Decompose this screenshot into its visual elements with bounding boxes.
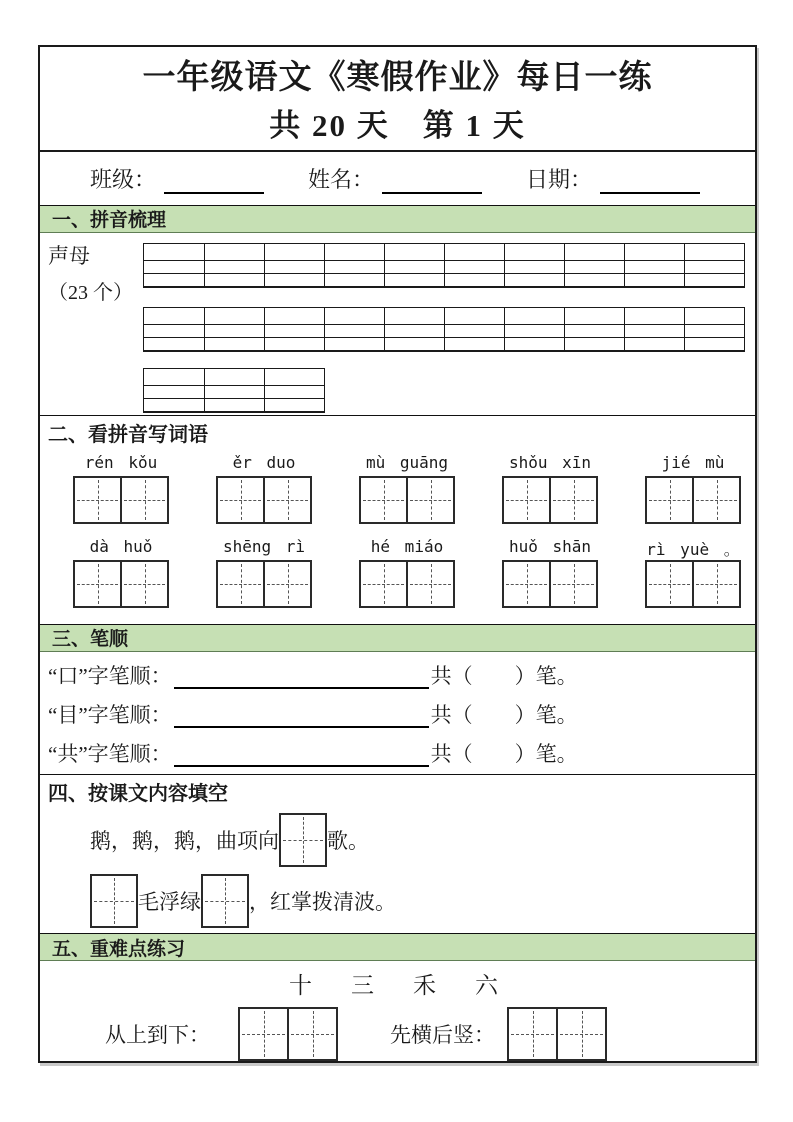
section3-header [40,624,755,652]
grid-cell [556,1009,605,1059]
word-group [216,453,312,524]
character-writing-box [73,476,169,524]
word-group [73,453,169,524]
pinyin-grid-cell [384,244,445,261]
word-group [645,453,741,524]
stroke-order-prompt: “共”字笔顺： [48,742,172,767]
pinyin-grid-cell [504,325,565,338]
pinyin-grid-cell [684,308,745,325]
grid-cell [647,478,692,522]
pinyin-grid-cell [504,244,565,261]
word-group [645,537,741,608]
section5-title: 五、重难点练习 [52,938,186,960]
grid-cell [218,478,263,522]
pinyin-grid-cell [324,244,385,261]
character-writing-box [73,560,169,608]
pinyin-grid-cell [324,325,385,338]
pinyin-grid-cell [684,261,745,274]
pinyin-grid-cell [384,325,445,338]
character-writing-box [502,476,598,524]
pinyin-grid-cell [264,308,325,325]
fill-in-character-box [90,874,138,928]
stroke-order-line-3 [48,734,755,773]
pinyin-grid-cell [324,338,385,351]
grid-cell [647,562,692,606]
grid-cell [406,478,453,522]
word-group [359,453,455,524]
pinyin-grid-cell [444,274,505,287]
pinyin-grid-cell [144,338,205,351]
pinyin-writing-grid-2 [143,307,745,352]
pinyin-grid-cell [264,274,325,287]
pinyin-grid-cell [264,386,325,399]
stroke-order-line-1 [48,656,755,695]
poem-text: 歌。 [327,829,369,854]
character-writing-box [216,560,312,608]
stroke-order-prompt: “目”字笔顺： [48,703,172,728]
section2-header [40,415,755,449]
pinyin-grid-cell [504,308,565,325]
word-group [359,537,455,608]
pinyin-grid-cell [384,308,445,325]
section5-header [40,933,755,961]
stroke-order-blank-line [174,739,429,767]
pinyin-grid-cell [264,325,325,338]
grid-cell [263,478,310,522]
pinyin-grid-cell [384,338,445,351]
section4-body [40,808,755,933]
pinyin-grid-cell [264,369,325,386]
pinyin-grid-cell [624,325,685,338]
section4-header [40,774,755,808]
initials-side-label [40,239,143,416]
grid-cell [120,562,167,606]
initials-label: 声母 [48,243,90,268]
pinyin-grid-cell [144,386,205,399]
section5-body [40,961,755,1061]
pinyin-writing-grid-3 [143,368,325,413]
practice-characters: 十 三 禾 六 [289,973,506,998]
character-writing-box [238,1007,338,1061]
pinyin-grid-cell [564,325,625,338]
word-row-1 [73,453,755,524]
student-info-row [40,152,755,205]
pinyin-grid-cell [684,274,745,287]
fill-blank-line-2 [90,874,755,928]
pinyin-grid-cell [504,338,565,351]
pinyin-grids [143,239,755,416]
pinyin-label: mù guāng [365,453,449,473]
pinyin-grid-cell [564,261,625,274]
grid-cell [240,1009,287,1059]
initials-count-label: （23 个） [48,281,133,304]
pinyin-label: jié mù [661,453,725,473]
pinyin-grid-cell [144,399,205,412]
worksheet-page [38,45,757,1063]
section2-title: 二、看拼音写词语 [48,424,208,447]
pinyin-grid-cell [384,274,445,287]
character-writing-box [507,1007,607,1061]
rule-label-horizontal-first: 先横后竖： [390,1023,495,1047]
date-blank-line [600,170,700,194]
pinyin-grid-cell [564,244,625,261]
pinyin-grid-cell [204,338,265,351]
grid-cell [549,478,596,522]
pinyin-grid-cell [624,244,685,261]
pinyin-grid-cell [264,338,325,351]
pinyin-grid-cell [444,261,505,274]
worksheet-day-subtitle: 共 20 天 第 1 天 [269,108,526,144]
grid-cell [263,562,310,606]
pinyin-grid-cell [204,261,265,274]
grid-cell [203,876,247,926]
pinyin-label: ěr duo [232,453,296,473]
grid-cell [692,562,739,606]
section3-title: 三、笔顺 [52,629,129,651]
character-writing-box [502,560,598,608]
pinyin-grid-cell [504,261,565,274]
pinyin-writing-grid-1 [143,243,745,288]
pinyin-grid-cell [144,308,205,325]
class-field [90,163,308,194]
pinyin-grid-cell [204,308,265,325]
pinyin-label: rén kǒu [84,453,158,473]
section1-body [40,233,755,416]
section1-header [40,205,755,233]
grid-cell [75,562,120,606]
rule-label-top-to-bottom: 从上到下： [105,1023,210,1047]
grid-cell [692,478,739,522]
pinyin-grid-cell [444,325,505,338]
name-field [308,163,526,194]
poem-text: 鹅，鹅，鹅，曲项向 [90,829,279,854]
class-label: 班级： [90,166,157,192]
pinyin-grid-cell [204,325,265,338]
pinyin-grid-cell [324,274,385,287]
stroke-count-prompt: 共（ ）笔。 [430,742,578,767]
stroke-rule-row [40,1007,755,1061]
poem-text: ，红掌拨清波。 [249,890,396,915]
character-writing-box [645,476,741,524]
pinyin-grid-cell [264,399,325,412]
pinyin-grid-cell [144,244,205,261]
pinyin-grid-cell [684,325,745,338]
pinyin-grid-cell [564,338,625,351]
character-writing-box [645,560,741,608]
pinyin-label: rì yuè 。 [646,540,740,560]
grid-cell [509,1009,556,1059]
section3-body [40,652,755,775]
pinyin-grid-cell [264,244,325,261]
fill-blank-line-1 [90,814,755,866]
name-blank-line [382,170,482,194]
grid-cell [406,562,453,606]
grid-cell [361,562,406,606]
character-writing-box [216,476,312,524]
pinyin-grid-cell [324,308,385,325]
fill-in-character-box [279,813,327,867]
stroke-order-line-2 [48,695,755,734]
title-block [40,47,755,152]
pinyin-grid-cell [144,261,205,274]
pinyin-grid-cell [624,274,685,287]
grid-cell [75,478,120,522]
pinyin-label: dà huǒ [89,537,153,557]
section1-title: 一、拼音梳理 [52,210,167,232]
pinyin-grid-cell [204,244,265,261]
character-writing-box [359,560,455,608]
pinyin-grid-cell [384,261,445,274]
pinyin-grid-cell [144,369,205,386]
grid-cell [504,478,549,522]
grid-cell [287,1009,336,1059]
pinyin-grid-cell [444,244,505,261]
pinyin-grid-cell [204,274,265,287]
word-group [216,537,312,608]
section2-body [40,449,755,624]
pinyin-label: huǒ shān [508,537,592,557]
stroke-order-blank-line [174,661,429,689]
grid-cell [218,562,263,606]
word-group [73,537,169,608]
pinyin-grid-cell [564,274,625,287]
date-label: 日期： [526,166,593,192]
date-field [526,163,744,194]
pinyin-grid-cell [684,338,745,351]
section4-title: 四、按课文内容填空 [48,783,228,806]
grid-cell [549,562,596,606]
grid-cell [361,478,406,522]
word-group [502,537,598,608]
stroke-count-prompt: 共（ ）笔。 [430,664,578,689]
fill-in-character-box [201,874,249,928]
class-blank-line [164,170,264,194]
stroke-order-prompt: “口”字笔顺： [48,664,172,689]
pinyin-grid-cell [144,325,205,338]
pinyin-grid-cell [204,399,265,412]
grid-cell [92,876,136,926]
name-label: 姓名： [308,166,375,192]
pinyin-label: shǒu xīn [508,453,592,473]
pinyin-label: shēng rì [222,537,306,557]
pinyin-grid-cell [624,338,685,351]
pinyin-grid-cell [564,308,625,325]
pinyin-grid-cell [444,308,505,325]
pinyin-grid-cell [264,261,325,274]
character-writing-box [359,476,455,524]
pinyin-label: hé miáo [370,537,444,557]
stroke-count-prompt: 共（ ）笔。 [430,703,578,728]
pinyin-grid-cell [684,244,745,261]
pinyin-grid-cell [624,308,685,325]
grid-cell [120,478,167,522]
pinyin-grid-cell [204,369,265,386]
grid-cell [281,815,325,865]
stroke-order-blank-line [174,700,429,728]
pinyin-grid-cell [444,338,505,351]
worksheet-title: 一年级语文《寒假作业》每日一练 [142,60,653,97]
pinyin-grid-cell [144,274,205,287]
poem-text: 毛浮绿 [138,890,201,915]
pinyin-grid-cell [504,274,565,287]
grid-cell [504,562,549,606]
word-row-2 [73,537,755,608]
pinyin-grid-cell [324,261,385,274]
word-group [502,453,598,524]
pinyin-grid-cell [624,261,685,274]
pinyin-grid-cell [204,386,265,399]
